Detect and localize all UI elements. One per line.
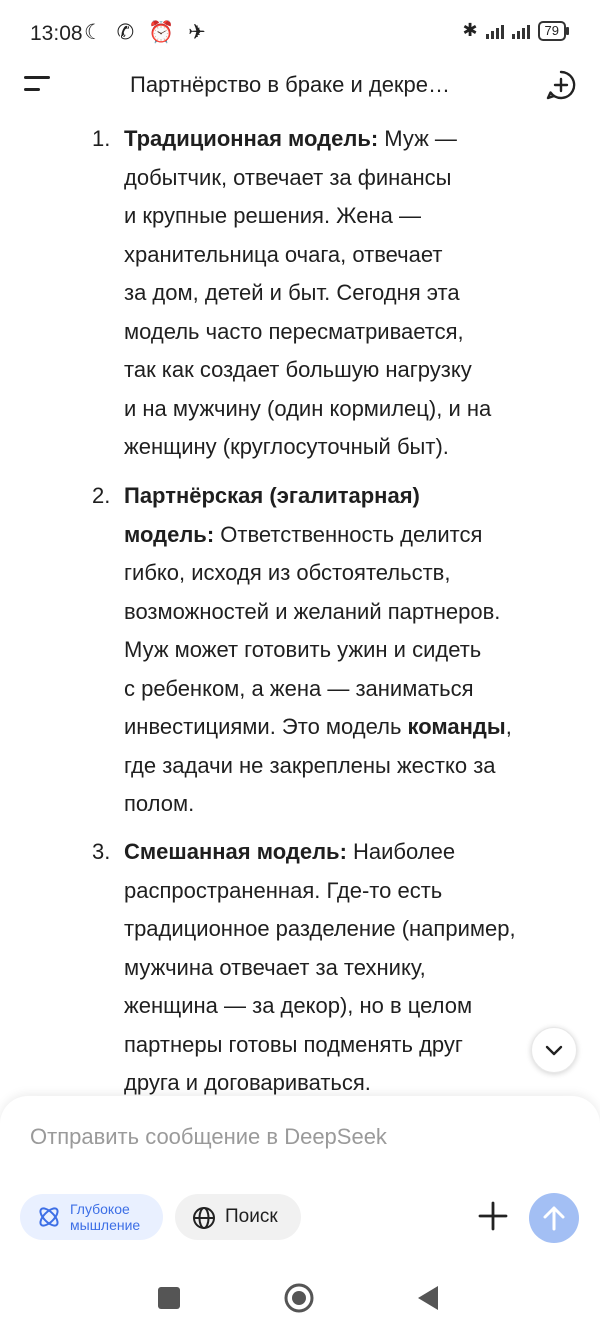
system-nav-bar [0,1256,600,1332]
status-notification-icons: ☾ ✆ ⏰ ✈ [84,21,210,44]
search-label: Поиск [225,1206,278,1227]
deep-think-button[interactable] [20,1194,163,1240]
menu-icon[interactable] [24,72,52,96]
list-item-heading: Традиционная модель: [124,126,379,151]
status-system-icons [462,20,566,41]
new-chat-icon[interactable] [545,69,577,101]
status-time: 13:08 [30,22,83,45]
list-item-text: Смешанная модель: Наиболее распространенная. Где-то есть традиционное разделение (например, мужчина отвечает за технику, женщина — за декор), но в целом партнеры готовы подменять друг друга и договариваться. [124,839,516,1095]
search-button[interactable] [175,1194,301,1240]
scroll-down-button[interactable] [531,1027,577,1073]
list-item-number: 1. [92,126,111,151]
send-button[interactable] [529,1193,579,1243]
back-button[interactable] [416,1284,440,1312]
status-bar [0,0,600,66]
list-item-text: Традиционная модель: Муж — добытчик, отвечает за финансы и крупные решения. Жена — хранительница очага, отвечает за дом, детей и быт. Сегодня эта модель часто пересматривается, так как создает большую нагрузку и на мужчину (один кормилец), и на женщину (круглосуточный быт). [124,126,492,459]
list-item-text: Партнёрская (эгалитарная) модель: Ответственность делится гибко, исходя из обстоятельств, возможностей и желаний партнеров. Муж может готовить ужин и сидеть с ребенком, а жена — заниматься инвестициями. Это модель команды, где задачи не закреплены жестко за полом. [124,483,512,816]
message-composer [0,1096,600,1256]
message-input[interactable] [30,1124,570,1150]
chat-title: Партнёрство в браке и декре… [130,72,451,97]
list-item-heading: Партнёрская (эгалитарная) [124,483,420,508]
list-item-number: 2. [92,483,111,508]
home-button[interactable] [283,1282,315,1314]
message-content [0,120,600,1098]
list-item-number: 3. [92,839,111,864]
bluetooth-icon: ✱ [462,20,478,40]
chevron-down-icon [532,1028,576,1072]
arrow-up-icon [529,1193,579,1243]
signal-icon-2 [512,23,530,39]
signal-icon [486,23,504,39]
list-item-heading: Смешанная модель: [124,839,347,864]
atom-icon [36,1205,62,1229]
battery-icon: 79 [538,21,566,41]
chat-header [0,66,600,106]
globe-icon [192,1206,216,1230]
recents-button[interactable] [158,1287,180,1309]
plus-icon[interactable] [475,1198,511,1234]
deep-think-label: Глубокое мышление [70,1201,141,1233]
